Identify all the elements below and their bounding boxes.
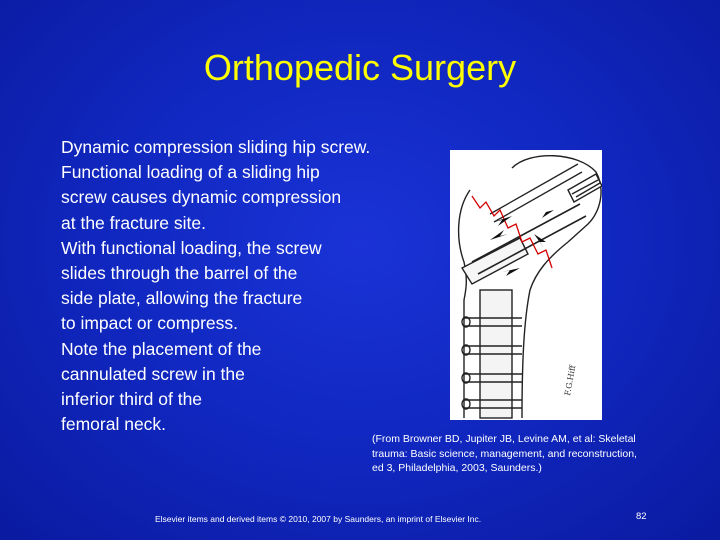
slide-title: Orthopedic Surgery: [203, 47, 517, 88]
body-text: [61, 135, 421, 437]
body-line: at the fracture site.: [61, 212, 206, 233]
caption-line: trauma: Basic science, management, and reconstruction,: [372, 447, 637, 460]
body-line: cannulated screw in the: [61, 363, 245, 384]
hip-screw-illustration: [450, 150, 602, 420]
caption-line: ed 3, Philadelphia, 2003, Saunders.): [372, 462, 542, 474]
body-line: With functional loading, the screw: [61, 237, 322, 258]
body-line: Note the placement of the: [61, 338, 262, 359]
caption-line: (From Browner BD, Jupiter JB, Levine AM, et al: Skeletal: [372, 433, 636, 445]
femur-drawing: [450, 150, 602, 420]
body-line: side plate, allowing the fracture: [61, 288, 303, 309]
body-line: Functional loading of a sliding hip: [61, 162, 320, 183]
figure-caption: [372, 432, 692, 476]
body-line: to impact or compress.: [61, 313, 238, 334]
body-line: Dynamic compression sliding hip screw.: [61, 137, 371, 157]
body-line: femoral neck.: [61, 414, 167, 435]
body-line: inferior third of the: [61, 389, 203, 410]
artist-signature: F.G.Hiff: [563, 364, 578, 397]
body-line: screw causes dynamic compression: [61, 187, 342, 208]
copyright-footer: Elsevier items and derived items © 2010, 2007 by Saunders, an imprint of Elsevier Inc.: [155, 514, 482, 524]
body-line: slides through the barrel of the: [61, 263, 298, 284]
page-number: 82: [636, 511, 647, 522]
